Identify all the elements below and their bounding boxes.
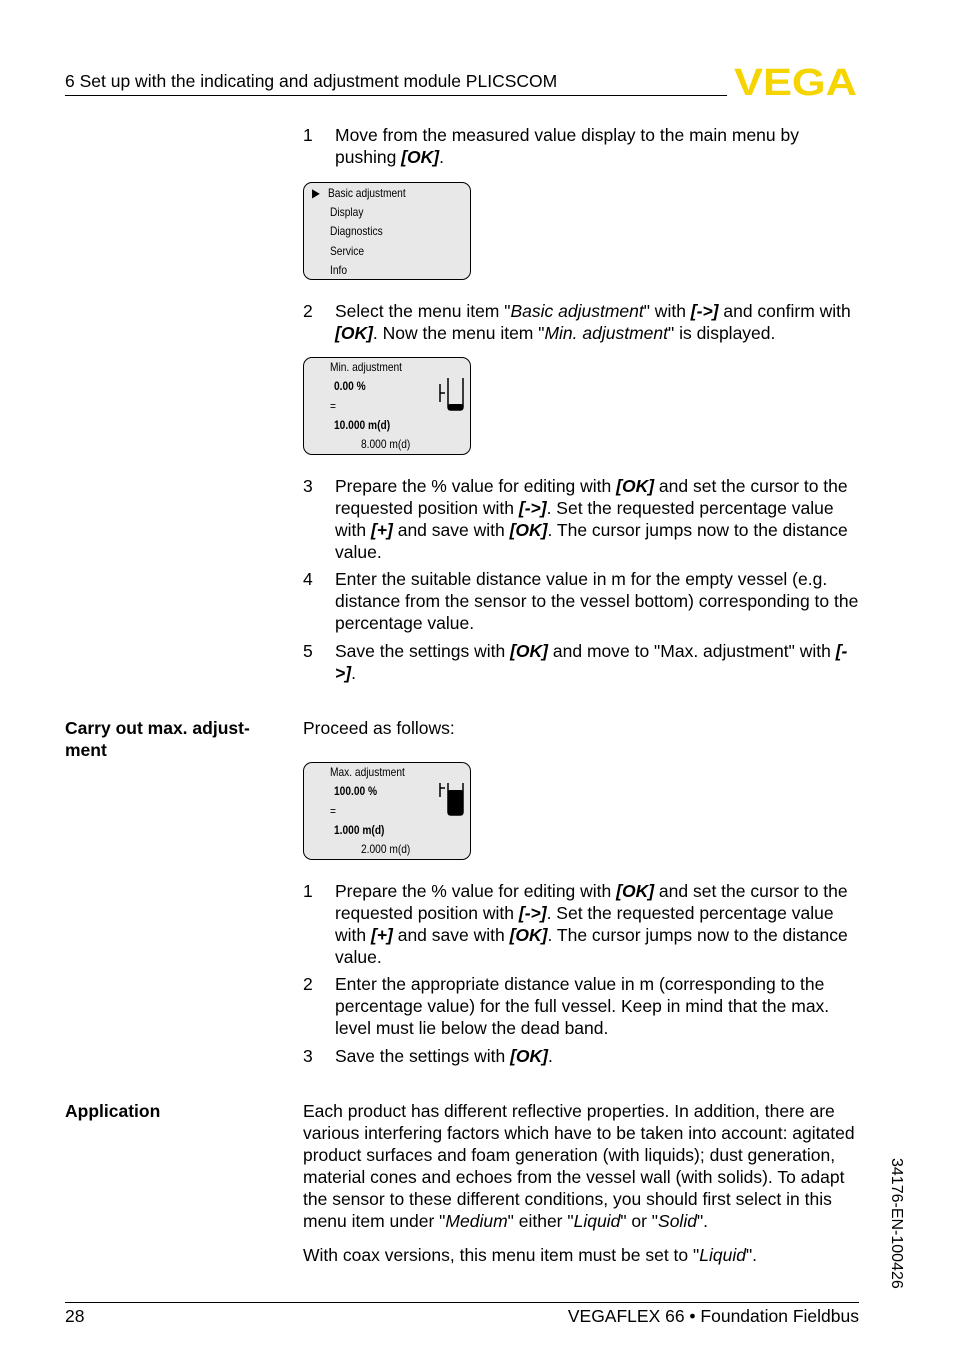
product-name: VEGAFLEX 66 • Foundation Fieldbus — [567, 1306, 859, 1326]
step-text: Enter the appropriate distance value in m (corresponding to the percentage value) for the full vessel. Keep in mind that the max. level must lie below the dead band. — [335, 974, 830, 1038]
section-intro: Proceed as follows: — [303, 718, 455, 738]
vessel-empty-icon — [439, 376, 465, 412]
step-number: 3 — [303, 1046, 313, 1066]
equals-sign: = — [330, 399, 336, 413]
percent-value: 100.00 % — [334, 784, 378, 798]
step-number: 2 — [303, 301, 313, 321]
measured-distance: 2.000 m(d) — [361, 842, 411, 856]
footer-rule — [65, 1302, 859, 1303]
main-menu-display — [303, 182, 471, 280]
step-text: Select the menu item "Basic adjustment" with [->] and confirm with [OK]. Now the menu item "Min. adjustment" is displayed. — [335, 301, 851, 343]
header-rule — [65, 95, 727, 96]
measured-distance: 8.000 m(d) — [361, 437, 411, 451]
vega-logo — [733, 64, 859, 98]
percent-value: 0.00 % — [334, 379, 366, 393]
page-number: 28 — [65, 1306, 85, 1326]
svg-text:VEGA: VEGA — [734, 64, 857, 98]
max-adjustment-display — [303, 762, 471, 860]
menu-item-info: Info — [330, 263, 348, 277]
step-text: Save the settings with [OK]. — [335, 1046, 553, 1066]
step-number: 4 — [303, 569, 313, 589]
application-paragraph: Each product has different reflective properties. In addition, there are various interfering factors which have to be taken into account: agitated product surfaces and foam generation (with liquids); dust generation, material cones and echoes from the vessel wall (with solids). To adapt the sensor to these different conditions, you should first select in this menu item under "Medium" either "Liquid" or "Solid". — [303, 1101, 855, 1231]
distance-value: 10.000 m(d) — [334, 418, 391, 432]
distance-value: 1.000 m(d) — [334, 823, 385, 837]
header-title: 6 Set up with the indicating and adjustment module PLICSCOM — [65, 71, 558, 91]
document-code: 34176-EN-100426 — [888, 1158, 905, 1289]
step-text: Move from the measured value display to the main menu by pushing [OK]. — [335, 125, 799, 167]
min-adjustment-display — [303, 357, 471, 455]
menu-item-display: Display — [330, 205, 364, 219]
step-number: 5 — [303, 641, 313, 661]
step-text: Enter the suitable distance value in m for the empty vessel (e.g. distance from the sensor to the vessel bottom) corresponding to the percentage value. — [335, 569, 859, 633]
step-number: 2 — [303, 974, 313, 994]
section-heading-max-adjustment: Carry out max. adjust-ment — [65, 718, 250, 760]
step-number: 1 — [303, 125, 313, 145]
application-note: With coax versions, this menu item must be set to "Liquid". — [303, 1245, 758, 1265]
step-text: Prepare the % value for editing with [OK] and set the cursor to the requested position with [->]. Set the requested percentage value with [+] and save with [OK]. The cursor jumps now to the distance value. — [335, 881, 848, 967]
step-text: Prepare the % value for editing with [OK] and set the cursor to the requested position with [->]. Set the requested percentage value with [+] and save with [OK]. The cursor jumps now to the distance value. — [335, 476, 848, 562]
display-title: Max. adjustment — [330, 765, 405, 779]
menu-item-service: Service — [330, 244, 365, 258]
step-number: 3 — [303, 476, 313, 496]
vessel-full-icon — [439, 781, 465, 817]
menu-cursor-icon: ▶ — [312, 186, 320, 200]
display-title: Min. adjustment — [330, 360, 402, 374]
step-number: 1 — [303, 881, 313, 901]
equals-sign: = — [330, 804, 336, 818]
step-text: Save the settings with [OK] and move to "Max. adjustment" with [->]. — [335, 641, 848, 683]
menu-item-diagnostics: Diagnostics — [330, 224, 383, 238]
menu-item-basic-adjustment: Basic adjustment — [328, 186, 406, 200]
section-heading-application: Application — [65, 1101, 161, 1121]
